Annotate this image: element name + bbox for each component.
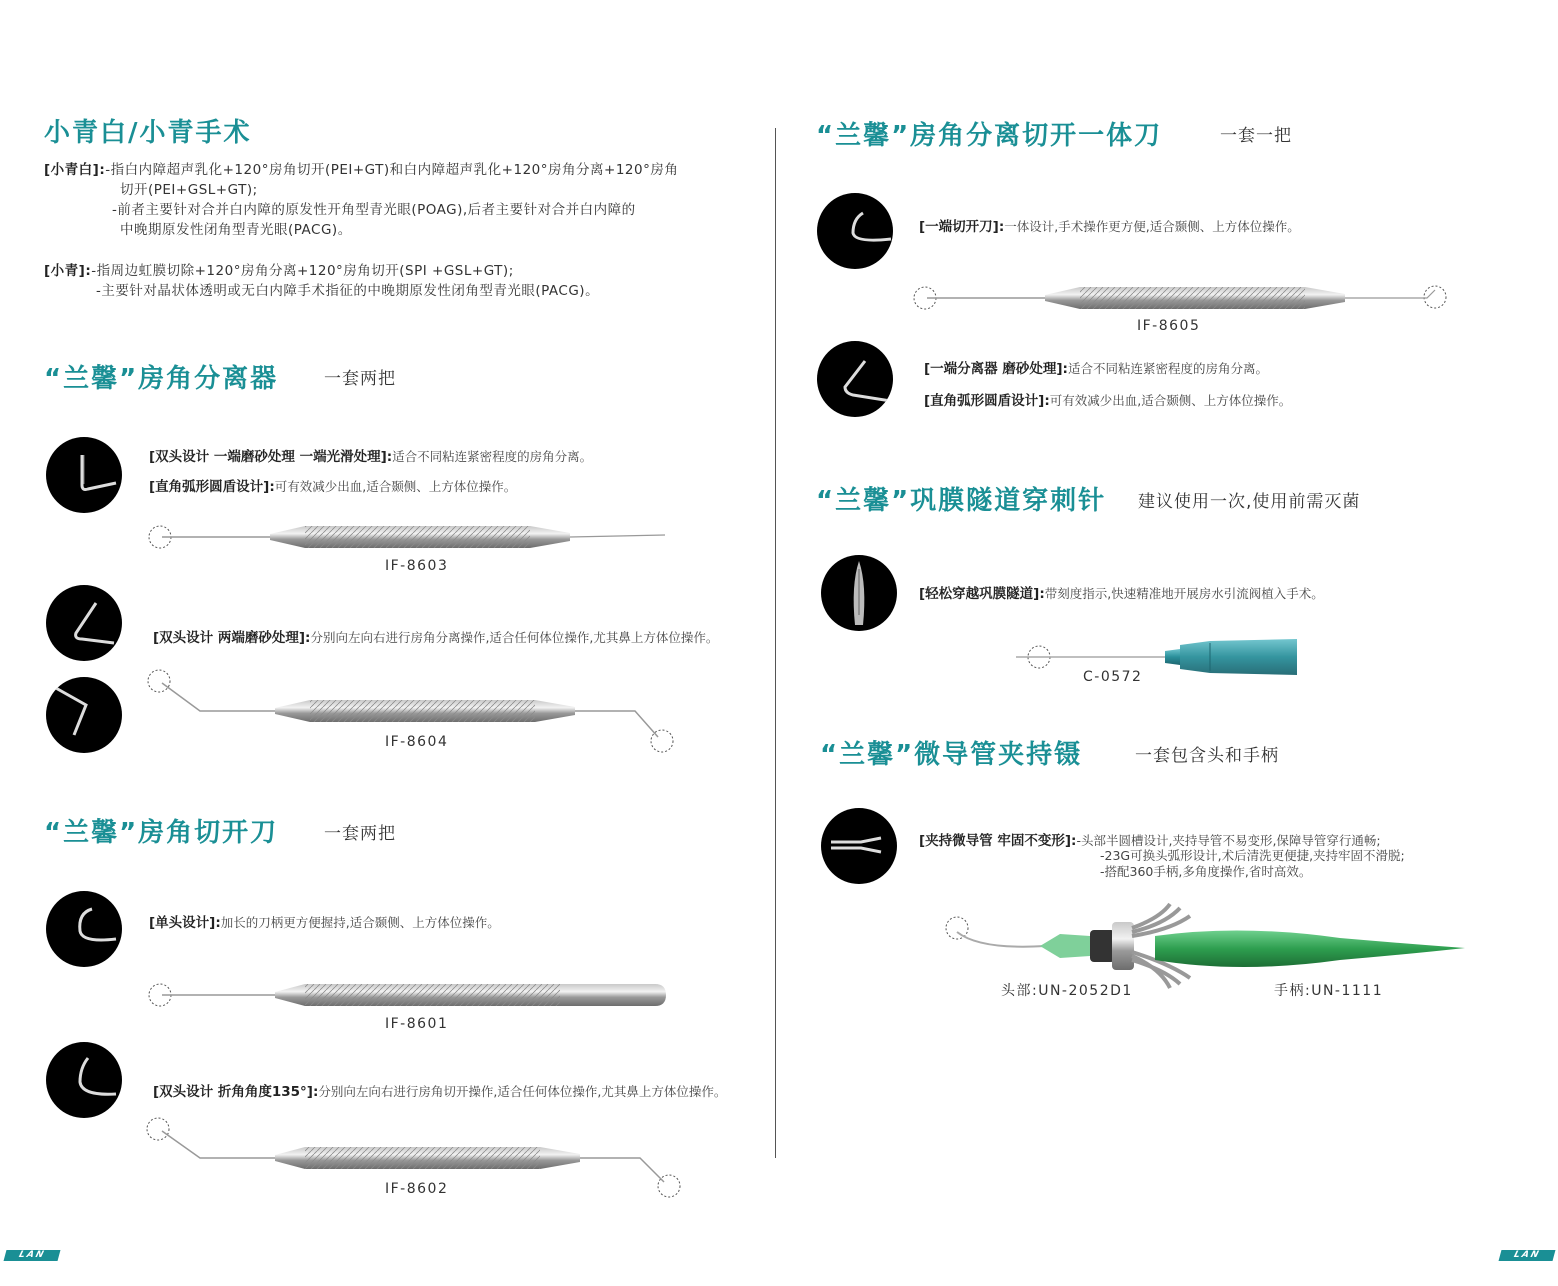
forceps-desc-tag: [夹持微导管 牢固不变形]: [919,833,1077,849]
intro-xq-line2: -主要针对晶状体透明或无白内障手术指征的中晚期原发性闭角型青光眼(PACG)。 [96,283,600,299]
section-title-combo: “兰馨”房角分离切开一体刀 [816,121,1163,151]
intro-xqb-text1: -指白内障超声乳化+120°房角切开(PEI+GT)和白内障超声乳化+120°房角分离+120°房角 [105,162,679,178]
combo-desc-2-text: 适合不同粘连紧密程度的房角分离。 [1067,361,1268,376]
intro-xqb-line1 [44,160,678,180]
knife-desc-1-text: 加长的刀柄更方便握持,适合颞侧、上方体位操作。 [220,915,500,930]
knife-desc-2 [153,1080,726,1100]
tip-closeup-image [46,891,122,967]
needle-desc-1-text: 带刻度指示,快速精准地开展房水引流阀植入手术。 [1044,586,1324,601]
section-title-separator: “兰馨”房角分离器 [44,364,279,394]
tip-closeup-image [46,437,122,513]
tip-closeup-image [46,585,122,661]
combo-desc-1-text: 一体设计,手术操作更方便,适合颞侧、上方体位操作。 [1004,219,1300,234]
combo-desc-1-tag: [一端切开刀]: [919,219,1005,235]
separator-desc-3-text: 分别向左向右进行房角分离操作,适合任何体位操作,尤其鼻上方体位操作。 [310,630,719,645]
combo-desc-3-tag: [直角弧形圆盾设计]: [924,393,1050,409]
tip-closeup-image [817,341,893,417]
tip-closeup-image [46,677,122,753]
intro-xq-text1: -指周边虹膜切除+120°房角分离+120°房角切开(SPI +GSL+GT); [91,263,514,279]
intro-xqb-line2: 切开(PEI+GSL+GT); [120,182,258,198]
needle-qty: 建议使用一次,使用前需灭菌 [1138,492,1361,512]
combo-desc-3-text: 可有效减少出血,适合颞侧、上方体位操作。 [1049,393,1292,408]
knife-desc-2-text: 分别向左向右进行房角切开操作,适合任何体位操作,尤其鼻上方体位操作。 [318,1084,727,1099]
forceps-desc-text1: -头部半圆槽设计,夹持导管不易变形,保障导管穿行通畅; [1076,833,1381,848]
lan-logo-right: LAN [1499,1250,1556,1261]
combo-desc-1 [919,215,1300,235]
combo-desc-3 [924,389,1291,409]
separator-desc-3 [153,626,718,646]
tip-closeup-image [821,808,897,884]
forceps-desc-line2: -23G可换头弧形设计,术后清洗更便捷,夹持牢固不滑脱; [1100,848,1405,863]
combo-qty: 一套一把 [1220,126,1292,146]
intro-xqb-line4: 中晚期原发性闭角型青光眼(PACG)。 [120,222,352,238]
separator-desc-2 [149,475,516,495]
needle-desc-1-tag: [轻松穿越巩膜隧道]: [919,586,1045,602]
instrument-image-c0572 [1010,635,1305,680]
separator-desc-1-text: 适合不同粘连紧密程度的房角分离。 [392,449,593,464]
instrument-image-if8603 [140,515,680,560]
separator-desc-1 [149,445,592,465]
needle-desc-1 [919,582,1324,602]
lan-logo-left: LAN [4,1250,61,1261]
intro-xqb-tag: [小青白]: [44,162,106,178]
knife-desc-1 [149,911,500,931]
product-code-if8603: IF-8603 [385,558,449,574]
knife-qty: 一套两把 [324,824,396,844]
tip-closeup-image [821,555,897,631]
column-divider [775,128,776,1158]
forceps-desc-line3: -搭配360手柄,多角度操作,省时高效。 [1100,864,1312,879]
product-code-c0572: C-0572 [1083,669,1143,685]
product-code-if8604: IF-8604 [385,734,449,750]
section-title-surgery: 小青白/小青手术 [44,118,252,148]
product-code-if8605: IF-8605 [1137,318,1201,334]
product-code-if8602: IF-8602 [385,1181,449,1197]
knife-desc-1-tag: [单头设计]: [149,915,221,931]
tip-closeup-image [817,193,893,269]
section-title-forceps: “兰馨”微导管夹持镊 [820,740,1083,770]
section-title-knife: “兰馨”房角切开刀 [44,818,279,848]
forceps-handle-label: 手柄:UN-1111 [1274,983,1384,999]
separator-desc-2-text: 可有效减少出血,适合颞侧、上方体位操作。 [274,479,517,494]
separator-desc-1-tag: [双头设计 一端磨砂处理 一端光滑处理]: [149,449,393,465]
separator-qty: 一套两把 [324,369,396,389]
section-title-needle: “兰馨”巩膜隧道穿刺针 [816,486,1107,516]
separator-desc-2-tag: [直角弧形圆盾设计]: [149,479,275,495]
intro-xq-tag: [小青]: [44,263,92,279]
knife-desc-2-tag: [双头设计 折角角度135°]: [153,1084,319,1100]
separator-desc-3-tag: [双头设计 两端磨砂处理]: [153,630,311,646]
instrument-image-if8605 [905,278,1455,318]
combo-desc-2 [924,357,1268,377]
forceps-qty: 一套包含头和手柄 [1135,746,1279,766]
tip-closeup-image [46,1042,122,1118]
intro-xqb-line3: -前者主要针对合并白内障的原发性开角型青光眼(POAG),后者主要针对合并白内障的 [112,202,636,218]
product-code-if8601: IF-8601 [385,1016,449,1032]
intro-xq-line1 [44,261,514,281]
combo-desc-2-tag: [一端分离器 磨砂处理]: [924,361,1068,377]
forceps-head-label: 头部:UN-2052D1 [1001,983,1133,999]
instrument-image-if8601 [140,975,680,1015]
